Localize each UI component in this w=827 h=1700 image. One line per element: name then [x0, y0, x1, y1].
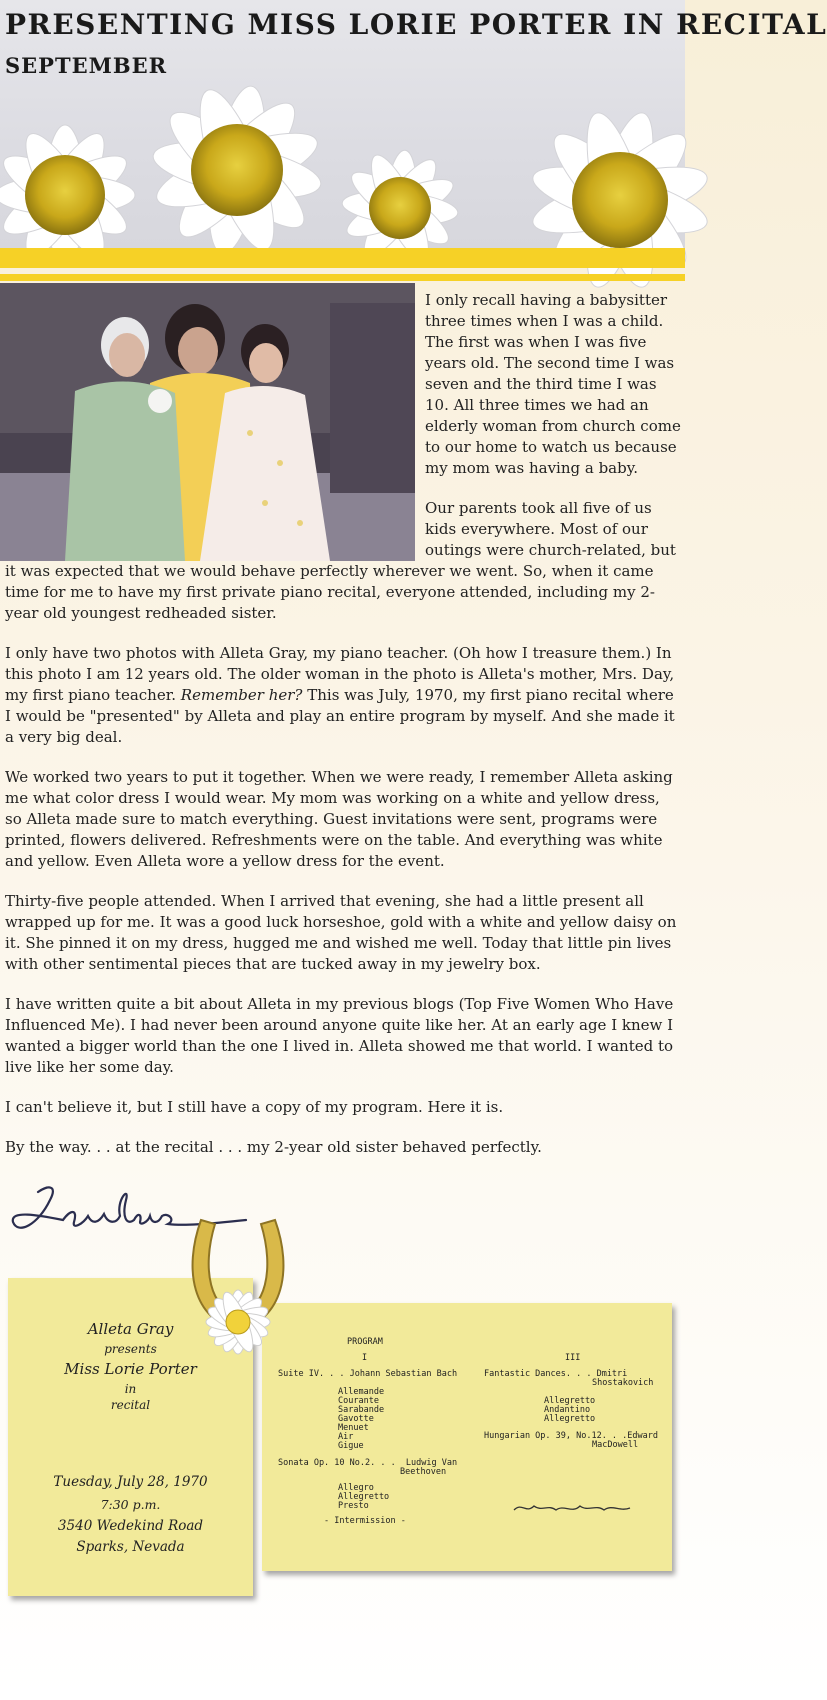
program-suite-mvt-6: Air — [338, 1432, 354, 1442]
program-suite-mvt-7: Gigue — [338, 1441, 364, 1451]
program-fantastic-mvt-3: Allegretto — [544, 1414, 596, 1424]
horseshoe-daisy-pin-image — [183, 1210, 293, 1360]
program-suite-mvt-3: Sarabande — [338, 1405, 385, 1415]
paragraph-7: I can't believe it, but I still have a copy of my program. Here it is. — [5, 1098, 504, 1116]
program-suite-mvt-5: Menuet — [338, 1423, 369, 1433]
program-recital: recital — [110, 1398, 151, 1412]
program-fantastic-composer: Shostakovich — [592, 1378, 654, 1388]
paragraph-4: We worked two years to put it together. When we were ready, I remember Alleta asking me what color dress I would wear. My mom was working on a white and yellow dress, so Alleta made sure to match everything. Guest invitations were sent, programs were printed, flowers delivered. Refreshments were on the table. And everything was white and yellow. Even Alleta wore a yellow dress for the event. — [5, 768, 673, 870]
paragraph-8: By the way. . . at the recital . . . my 2-year old sister behaved perfectly. — [5, 1138, 542, 1156]
program-hungarian: Hungarian Op. 39, No.12. . .Edward — [484, 1431, 658, 1441]
program-suite-mvt-1: Allemande — [338, 1387, 385, 1397]
program-sonata-mvt-2: Allegretto — [338, 1492, 390, 1502]
program-presents: presents — [104, 1342, 157, 1356]
program-sonata-composer: Beethoven — [400, 1467, 447, 1477]
program-hungarian-composer: MacDowell — [592, 1440, 639, 1450]
program-fantastic: Fantastic Dances. . . Dmitri — [484, 1369, 628, 1379]
program-suite-mvt-4: Gavotte — [338, 1414, 374, 1424]
yellow-divider-band — [0, 248, 685, 268]
program-suite: Suite IV. . . Johann Sebastian Bach — [278, 1369, 458, 1379]
family-photo — [0, 283, 415, 561]
program-in: in — [124, 1382, 137, 1396]
paragraph-3-part-a: I only have two photos with Alleta Gray, my piano teacher. (Oh how I treasure them.) In this photo I am 12 years old. The older woman in the photo is Alleta's mother, Mrs. Day, my first piano teacher. — [5, 644, 675, 704]
program-sonata: Sonata Op. 10 No.2. . . Ludwig Van — [278, 1458, 458, 1468]
program-inside-signature — [512, 1498, 632, 1518]
paragraph-5: Thirty-five people attended. When I arrived that evening, she had a little present all wrapped up for me. It was a good luck horseshoe, gold with a white and yellow daisy on it. She pinned it on my dress, hugged me and wished me well. Today that little pin lives with other sentimental pieces that are tucked away in my jewelry box. — [5, 892, 677, 973]
yellow-divider-stripe — [0, 274, 685, 281]
paragraph-2: Our parents took all five of us kids everywhere. Most of our outings were church-related, but it was expected that we would behave perfectly wherever we went. So, when it came time for me to have my first private piano recital, everyone attended, including my 2-year old youngest redheaded sister. — [5, 499, 676, 622]
paragraph-3-part-b: This was July, 1970, my first piano recital where I would be "presented" by Alleta and play an entire program by myself. And she made it a very big deal. — [5, 686, 675, 746]
program-city: Sparks, Nevada — [76, 1539, 185, 1555]
program-part-3: III — [565, 1353, 581, 1363]
program-performer: Miss Lorie Porter — [64, 1360, 197, 1378]
page-subtitle: SEPTEMBER — [5, 53, 168, 78]
program-heading: PROGRAM — [347, 1337, 383, 1347]
program-inside — [262, 1303, 672, 1571]
program-suite-mvt-2: Courante — [338, 1396, 379, 1406]
program-intermission: - Intermission - — [324, 1516, 406, 1526]
program-address: 3540 Wedekind Road — [57, 1518, 204, 1534]
program-presenter: Alleta Gray — [87, 1320, 174, 1338]
program-fantastic-mvt-2: Andantino — [544, 1405, 591, 1415]
paragraph-1: I only recall having a babysitter three times when I was a child. The first was when I was five years old. The second time I was seven and the third time I was 10. All three times we had an elderly woman from church come to our home to watch us because my mom was having a baby. — [425, 291, 681, 477]
program-fantastic-mvt-1: Allegretto — [544, 1396, 596, 1406]
paragraph-6: I have written quite a bit about Alleta in my previous blogs (Top Five Women Who Have Influenced Me). I had never been around anyone quite like her. At an early age I knew I wanted a bigger world than the one I lived in. Alleta showed me that world. I wanted to live like her some day. — [5, 995, 674, 1076]
program-part-1: I — [362, 1353, 368, 1363]
program-date: Tuesday, July 28, 1970 — [53, 1474, 208, 1490]
program-sonata-mvt-1: Allegro — [338, 1483, 374, 1493]
blog-article — [5, 290, 681, 1177]
program-sonata-mvt-3: Presto — [338, 1501, 369, 1511]
paragraph-3-emphasis: Remember her? — [180, 686, 303, 704]
page-title: PRESENTING MISS LORIE PORTER IN RECITAL — [5, 8, 827, 41]
program-time: 7:30 p.m. — [100, 1497, 161, 1512]
paragraph-3 — [5, 643, 681, 748]
header-banner — [0, 0, 827, 248]
